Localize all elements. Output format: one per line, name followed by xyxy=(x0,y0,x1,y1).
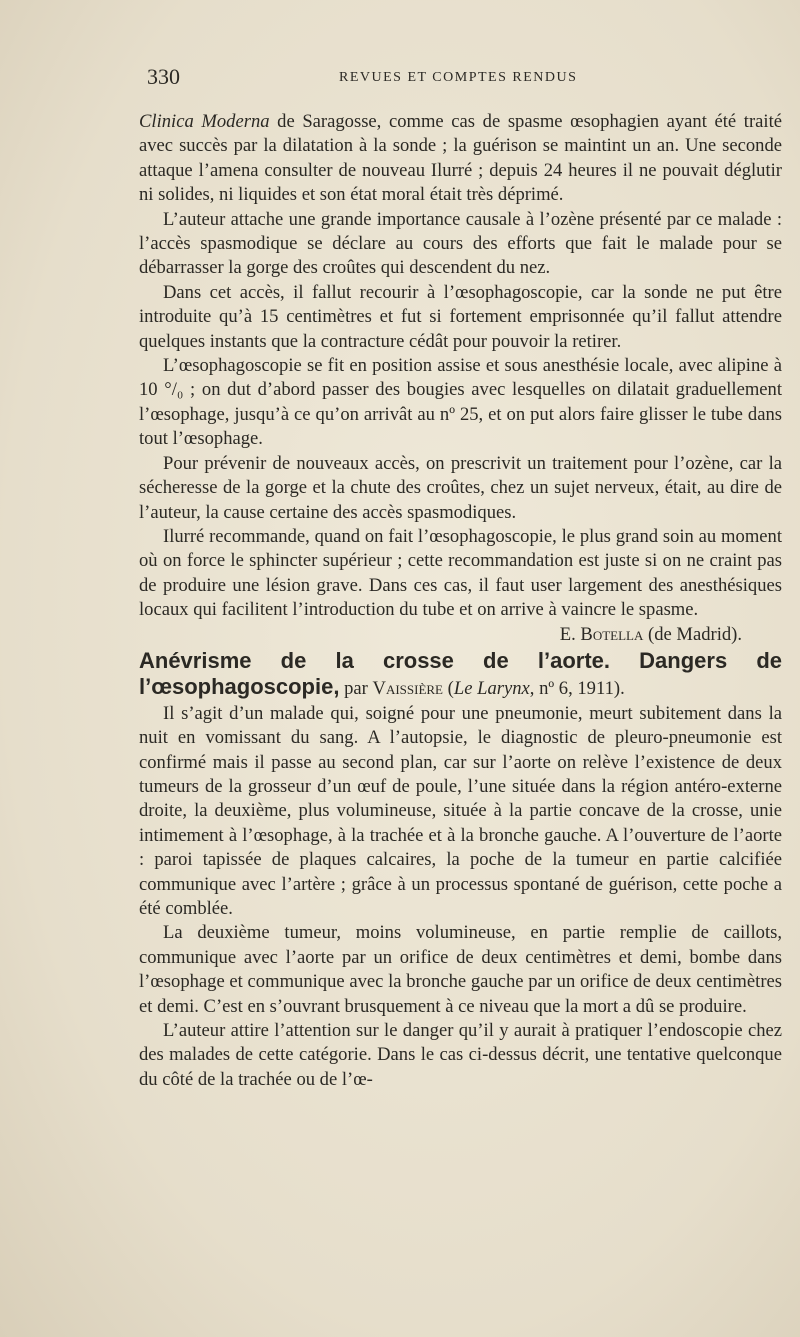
paragraph-7: Il s’agit d’un malade qui, soigné pour une pneumonie, meurt subitement dans la nuit en vomissant du sang. A l’autopsie, le diagnostic de pleuro-pneumonie est confirmé mais il passe au second plan, car sur l’aorte on relève l’existence de deux tumeurs de la grosseur d’un œuf de poule, l’une située dans la région antéro-externe droite, la deuxième, plus volumineuse, située à la partie concave de la crosse, unie intimement à l’œsophage, à la trachée et à la bronche gauche. A l’ouverture de l’aorte : paroi tapissée de plaques calcaires, la poche de la tumeur en partie calcifiée communique avec l’artère ; grâce à un processus spontané de guérison, cette poche a été comblée. xyxy=(139,702,782,919)
paragraph-2: L’auteur attache une grande importance causale à l’ozène présenté par ce malade : l’accès spasmodique se déclare au cours des efforts que fait le malade pour se débarrasser la gorge des croûtes qui descendent du nez. xyxy=(139,208,782,279)
running-title: REVUES ET COMPTES RENDUS xyxy=(339,70,578,85)
signature-name: Botella xyxy=(580,623,644,645)
paragraph-1-text: de Saragosse, comme cas de spasme œsophagien ayant été traité avec succès par la dilatation à la sonde ; la guérison se maintint un an. Une seconde attaque l’amena consulter de nouveau Ilurré ; depuis 24 heures il ne pouvait déglutir ni solides, ni liquides et son état moral était très déprimé. xyxy=(139,111,782,206)
signature-initial: E. xyxy=(559,623,581,645)
paragraph-6: Ilurré recommande, quand on fait l’œsophagoscopie, le plus grand soin au moment où on force le sphincter supérieur ; cette recommandation est juste si on ne craint pas de produire une lésion grave. Dans ces cas, il faut user largement des anesthésiques locaux qui facilitent l’introduction du tube et on arrive à vaincre le spasme. xyxy=(139,525,782,621)
page-number: 330 xyxy=(147,64,180,89)
paragraph-1 xyxy=(139,110,782,208)
paragraph-5: Pour prévenir de nouveaux accès, on prescrivit un traitement pour l’ozène, car la sécheresse de la gorge et la chute des croûtes, chez un sujet nerveux, était, au dire de l’auteur, la cause certaine des accès spasmodiques. xyxy=(139,452,782,523)
paragraph-8: La deuxième tumeur, moins volumineuse, en partie remplie de caillots, communique avec l’aorte par un orifice de deux centimètres et demi, bombe dans l’œsophage et communique avec la bronche gauche par un orifice de deux centimètres et demi. C’est en s’ouvrant brusquement à ce niveau que la mort a dû se produire. xyxy=(139,922,782,1017)
title-reference: , nº 6, 1911). xyxy=(529,678,625,700)
paragraph-9: L’auteur attire l’attention sur le danger qu’il y aurait à pratiquer l’endoscopie chez des malades de cette catégorie. Dans le cas ci-dessus décrit, une tentative quelconque du côté de la trachée ou de l’œ- xyxy=(139,1020,782,1090)
article-title xyxy=(139,649,782,702)
paragraph-4: L’œsophagoscopie se fit en position assise et sous anesthésie locale, avec alipine à 10 °/₀ ; on dut d’abord passer des bougies avec lesquelles on dilatait graduellement l’œsophage, jusqu’à ce qu’on arrivât au nº 25, et on put alors faire glisser le tube dans tout l’œsophage. xyxy=(139,355,782,450)
author-signature xyxy=(139,623,782,647)
title-by: par xyxy=(339,678,373,700)
article-body xyxy=(139,110,782,1092)
signature-place: (de Madrid). xyxy=(643,623,742,645)
journal-name: Clinica Moderna xyxy=(139,111,270,132)
paragraph-3: Dans cet accès, il fallut recourir à l’œsophagoscopie, car la sonde ne put être introduite qu’à 15 centimètres et fut si fortement emprisonnée qu’il fallut attendre quelques instants que la contracture cédât pour pouvoir la retirer. xyxy=(139,281,782,352)
title-journal: Le Larynx xyxy=(453,678,530,700)
page-header xyxy=(147,64,782,96)
title-open-paren: ( xyxy=(443,678,454,700)
title-author: Vaissière xyxy=(372,678,444,700)
title-heading: Anévrisme de la crosse de l’aorte. Dangers de l’œsophagoscopie, xyxy=(139,647,782,700)
